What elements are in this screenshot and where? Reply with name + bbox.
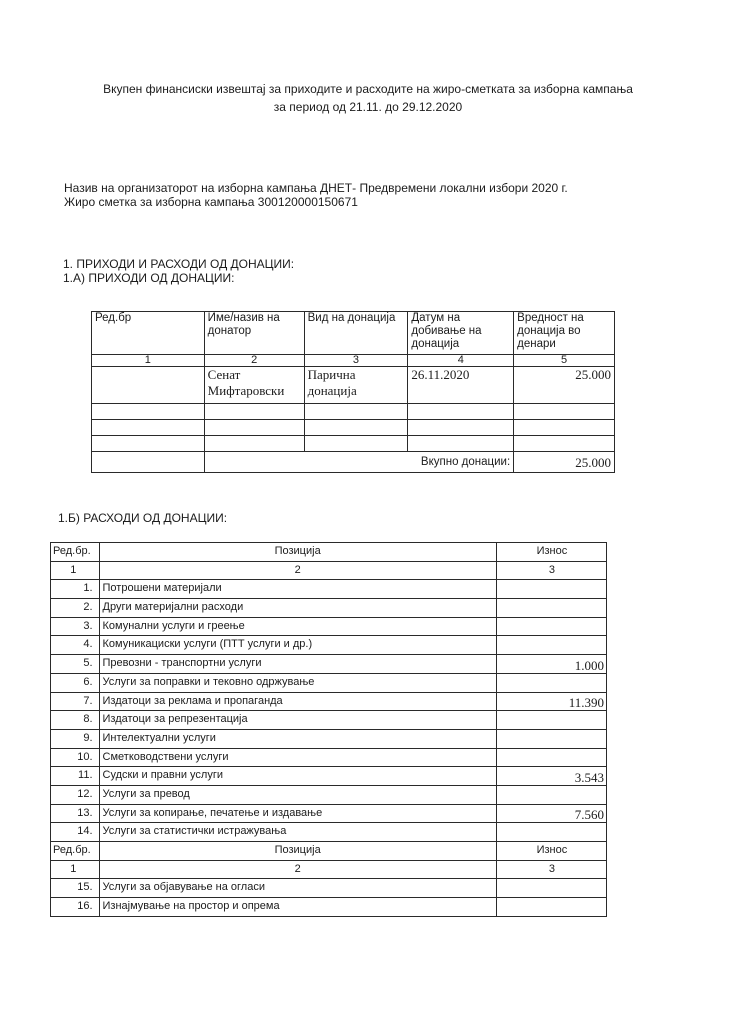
expense-item: Превозни - транспортни услуги	[99, 655, 496, 674]
row-number: 15.	[51, 879, 100, 898]
total-label: Вкупно донации:	[204, 452, 513, 473]
table-row	[51, 879, 607, 898]
expense-header-row	[51, 543, 607, 562]
expense-header-cell: Позиција	[99, 842, 496, 861]
colnum-cell: 5	[514, 355, 615, 367]
expense-item: Услуги за поправки и тековно одржување	[99, 673, 496, 692]
expense-item: Издатоци за репрезентација	[99, 711, 496, 730]
income-header-cell: Датум на добивање на донација	[408, 312, 514, 355]
colnum-cell: 2	[99, 561, 496, 580]
row-number: 7.	[51, 692, 100, 711]
colnum-cell: 2	[204, 355, 304, 367]
expense-amount	[496, 580, 606, 599]
row-number	[92, 367, 205, 404]
expense-item: Услуги за превод	[99, 785, 496, 804]
expense-amount	[496, 599, 606, 618]
expense-amount: 11.390	[496, 692, 606, 711]
row-number: 13.	[51, 804, 100, 823]
expense-item: Комуникациски услуги (ПТТ услуги и др.)	[99, 636, 496, 655]
expense-header-row-repeat	[51, 842, 607, 861]
report-title-line1: Вкупен финансиски извештај за приходите и расходите на жиро-сметката за изборна кампања	[103, 82, 633, 96]
income-subtitle: 1.А) ПРИХОДИ ОД ДОНАЦИИ:	[63, 271, 235, 285]
colnum-cell: 3	[304, 355, 408, 367]
page-cut-mask	[0, 930, 736, 1021]
total-value: 25.000	[514, 452, 615, 473]
row-number: 6.	[51, 673, 100, 692]
expense-item: Комунални услуги и греење	[99, 617, 496, 636]
empty-row	[92, 436, 615, 452]
expense-item: Интелектуални услуги	[99, 729, 496, 748]
row-number: 5.	[51, 655, 100, 674]
donation-date: 26.11.2020	[408, 367, 514, 404]
row-number: 2.	[51, 599, 100, 618]
row-number: 16.	[51, 898, 100, 917]
expense-item: Изнајмување на простор и опрема	[99, 898, 496, 917]
table-row	[51, 692, 607, 711]
table-row	[51, 748, 607, 767]
expense-table	[50, 542, 607, 917]
colnum-cell: 3	[496, 561, 606, 580]
expense-item: Услуги за статистички истражувања	[99, 823, 496, 842]
table-row	[51, 823, 607, 842]
expense-header-cell: Ред.бр.	[51, 543, 100, 562]
income-header-row	[92, 312, 615, 355]
expense-colnum-row	[51, 561, 607, 580]
table-row	[51, 767, 607, 786]
expense-header-cell: Позиција	[99, 543, 496, 562]
donor-name: Сенат Мифтаровски	[204, 367, 304, 404]
expense-header-cell: Износ	[496, 842, 606, 861]
colnum-cell: 2	[99, 860, 496, 879]
row-number: 3.	[51, 617, 100, 636]
expense-item: Услуги за објавување на огласи	[99, 879, 496, 898]
expense-subtitle: 1.Б) РАСХОДИ ОД ДОНАЦИИ:	[58, 511, 228, 525]
organizer-name: Назив на организаторот на изборна кампања ДНЕТ- Предвремени локални избори 2020 г.	[64, 181, 568, 195]
empty-row	[92, 420, 615, 436]
table-row	[51, 617, 607, 636]
expense-colnum-row-repeat	[51, 860, 607, 879]
expense-header-cell: Износ	[496, 543, 606, 562]
expense-amount	[496, 711, 606, 730]
row-number: 10.	[51, 748, 100, 767]
table-row	[51, 785, 607, 804]
donation-value: 25.000	[514, 367, 615, 404]
account-number: Жиро сметка за изборна кампања 300120000150671	[64, 195, 358, 209]
expense-item: Потрошени материјали	[99, 580, 496, 599]
table-row	[51, 804, 607, 823]
colnum-cell: 1	[92, 355, 205, 367]
colnum-cell: 1	[51, 561, 100, 580]
expense-item: Сметководствени услуги	[99, 748, 496, 767]
table-row	[51, 673, 607, 692]
expense-amount	[496, 785, 606, 804]
row-number: 9.	[51, 729, 100, 748]
table-row	[51, 898, 607, 917]
row-number: 11.	[51, 767, 100, 786]
income-header-cell: Вид на донација	[304, 312, 408, 355]
expense-amount: 1.000	[496, 655, 606, 674]
table-row	[92, 367, 615, 404]
expense-item: Издатоци за реклама и пропаганда	[99, 692, 496, 711]
row-number: 12.	[51, 785, 100, 804]
expense-amount	[496, 879, 606, 898]
expense-amount	[496, 748, 606, 767]
expense-item: Услуги за копирање, печатење и издавање	[99, 804, 496, 823]
income-colnum-row	[92, 355, 615, 367]
expense-item: Други материјални расходи	[99, 599, 496, 618]
row-number: 1.	[51, 580, 100, 599]
expense-amount: 3.543	[496, 767, 606, 786]
expense-amount	[496, 823, 606, 842]
table-row	[51, 729, 607, 748]
table-row	[51, 711, 607, 730]
income-total-row	[92, 452, 615, 473]
report-title-line2: за период од 21.11. до 29.12.2020	[273, 100, 463, 114]
row-number: 4.	[51, 636, 100, 655]
expense-amount	[496, 617, 606, 636]
row-number: 8.	[51, 711, 100, 730]
expense-amount	[496, 729, 606, 748]
colnum-cell: 4	[408, 355, 514, 367]
table-row	[51, 580, 607, 599]
expense-header-cell: Ред.бр.	[51, 842, 100, 861]
expense-amount	[496, 898, 606, 917]
income-header-cell: Ред.бр	[92, 312, 205, 355]
expense-amount: 7.560	[496, 804, 606, 823]
expense-amount	[496, 636, 606, 655]
donation-type: Парична донација	[304, 367, 408, 404]
row-number: 14.	[51, 823, 100, 842]
income-header-cell: Име/назив на донатор	[204, 312, 304, 355]
expense-amount	[496, 673, 606, 692]
table-row	[51, 599, 607, 618]
empty-row	[92, 404, 615, 420]
table-row	[51, 655, 607, 674]
table-row	[51, 636, 607, 655]
section-title: 1. ПРИХОДИ И РАСХОДИ ОД ДОНАЦИИ:	[63, 257, 295, 271]
expense-item: Судски и правни услуги	[99, 767, 496, 786]
income-header-cell: Вредност на донација во денари	[514, 312, 615, 355]
colnum-cell: 3	[496, 860, 606, 879]
income-table	[91, 311, 615, 473]
colnum-cell: 1	[51, 860, 100, 879]
